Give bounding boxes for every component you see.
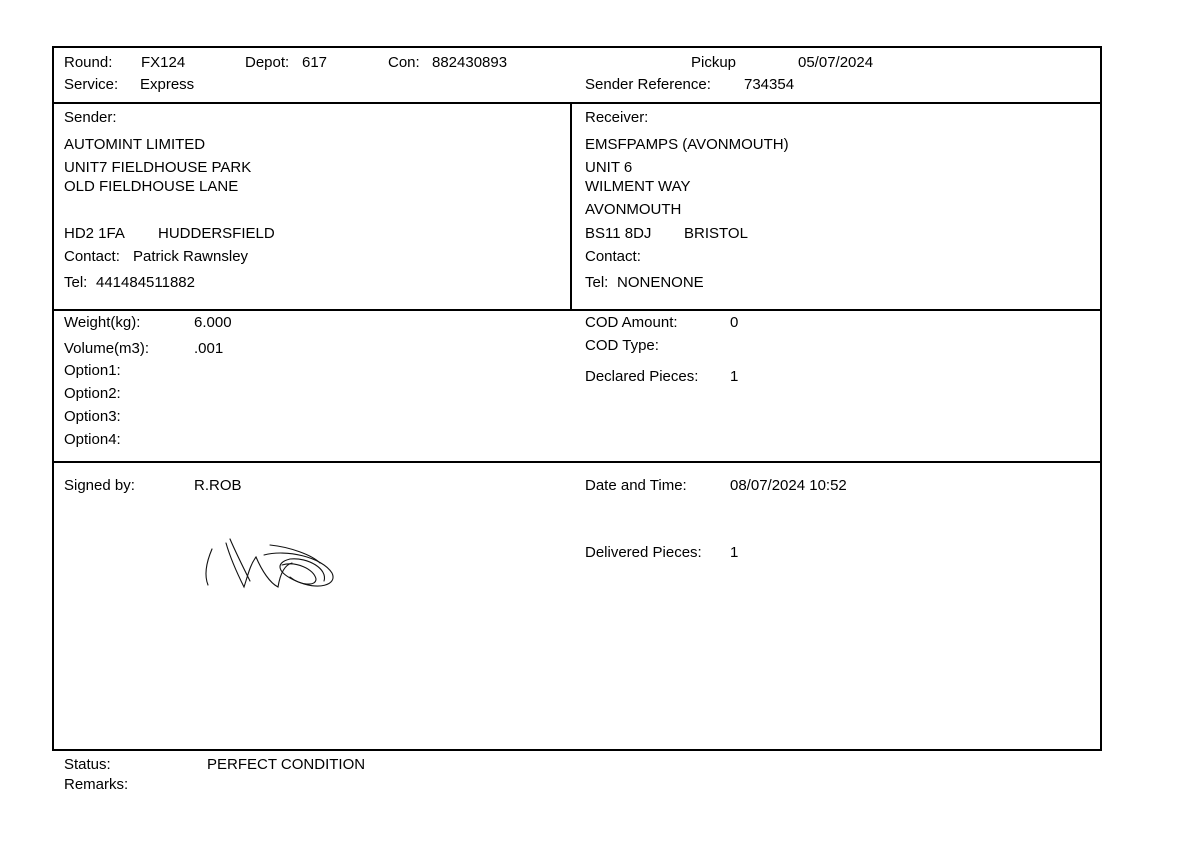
receiver-postcode: BS11 8DJ	[585, 225, 652, 242]
sender-tel-label: Tel:	[64, 274, 88, 291]
divider-details	[54, 461, 1100, 463]
cod-amount-label: COD Amount:	[585, 314, 678, 331]
delivered-pieces-label: Delivered Pieces:	[585, 544, 702, 561]
weight-label: Weight(kg):	[64, 314, 141, 331]
divider-header	[54, 102, 1100, 104]
handwritten-signature-icon	[200, 535, 345, 595]
receiver-address-line-3: AVONMOUTH	[585, 201, 682, 218]
con-value: 882430893	[432, 54, 508, 71]
sender-label: Sender:	[64, 109, 117, 126]
sender-address-line-2: OLD FIELDHOUSE LANE	[64, 178, 239, 195]
sender-tel-value: 441484511882	[96, 274, 195, 291]
receiver-contact-label: Contact:	[585, 248, 641, 265]
depot-label: Depot:	[245, 54, 290, 71]
declared-pieces-label: Declared Pieces:	[585, 368, 699, 385]
service-label: Service:	[64, 76, 119, 93]
remarks-label: Remarks:	[64, 776, 129, 793]
cod-type-label: COD Type:	[585, 337, 659, 354]
pickup-date: 05/07/2024	[798, 54, 874, 71]
receiver-address-line-1: UNIT 6	[585, 159, 633, 176]
delivery-form-frame	[52, 46, 1102, 751]
sender-name: AUTOMINT LIMITED	[64, 136, 206, 153]
sender-contact-label: Contact:	[64, 248, 120, 265]
date-time-value: 08/07/2024 10:52	[730, 477, 847, 494]
sender-reference-value: 734354	[744, 76, 795, 93]
volume-value: .001	[194, 340, 224, 357]
divider-sender-receiver	[570, 102, 572, 309]
receiver-city: BRISTOL	[684, 225, 748, 242]
delivered-pieces-value: 1	[730, 544, 739, 561]
sender-city: HUDDERSFIELD	[158, 225, 275, 242]
con-label: Con:	[388, 54, 420, 71]
option1-label: Option1:	[64, 362, 121, 379]
round-value: FX124	[141, 54, 186, 71]
option2-label: Option2:	[64, 385, 121, 402]
receiver-tel-value: NONENONE	[617, 274, 704, 291]
sender-postcode: HD2 1FA	[64, 225, 125, 242]
receiver-tel-label: Tel:	[585, 274, 609, 291]
sender-contact-value: Patrick Rawnsley	[133, 248, 249, 265]
cod-amount-value: 0	[730, 314, 739, 331]
date-time-label: Date and Time:	[585, 477, 687, 494]
receiver-label: Receiver:	[585, 109, 649, 126]
volume-label: Volume(m3):	[64, 340, 150, 357]
status-label: Status:	[64, 756, 111, 773]
sender-reference-label: Sender Reference:	[585, 76, 711, 93]
depot-value: 617	[302, 54, 328, 71]
divider-addresses	[54, 309, 1100, 311]
status-value: PERFECT CONDITION	[207, 756, 366, 773]
declared-pieces-value: 1	[730, 368, 739, 385]
receiver-address-line-2: WILMENT WAY	[585, 178, 691, 195]
option3-label: Option3:	[64, 408, 121, 425]
sender-address-line-1: UNIT7 FIELDHOUSE PARK	[64, 159, 252, 176]
service-value: Express	[140, 76, 195, 93]
pickup-label: Pickup	[691, 54, 737, 71]
signed-by-label: Signed by:	[64, 477, 135, 494]
round-label: Round:	[64, 54, 113, 71]
receiver-name: EMSFPAMPS (AVONMOUTH)	[585, 136, 789, 153]
signed-by-value: R.ROB	[194, 477, 242, 494]
weight-value: 6.000	[194, 314, 232, 331]
option4-label: Option4:	[64, 431, 121, 448]
